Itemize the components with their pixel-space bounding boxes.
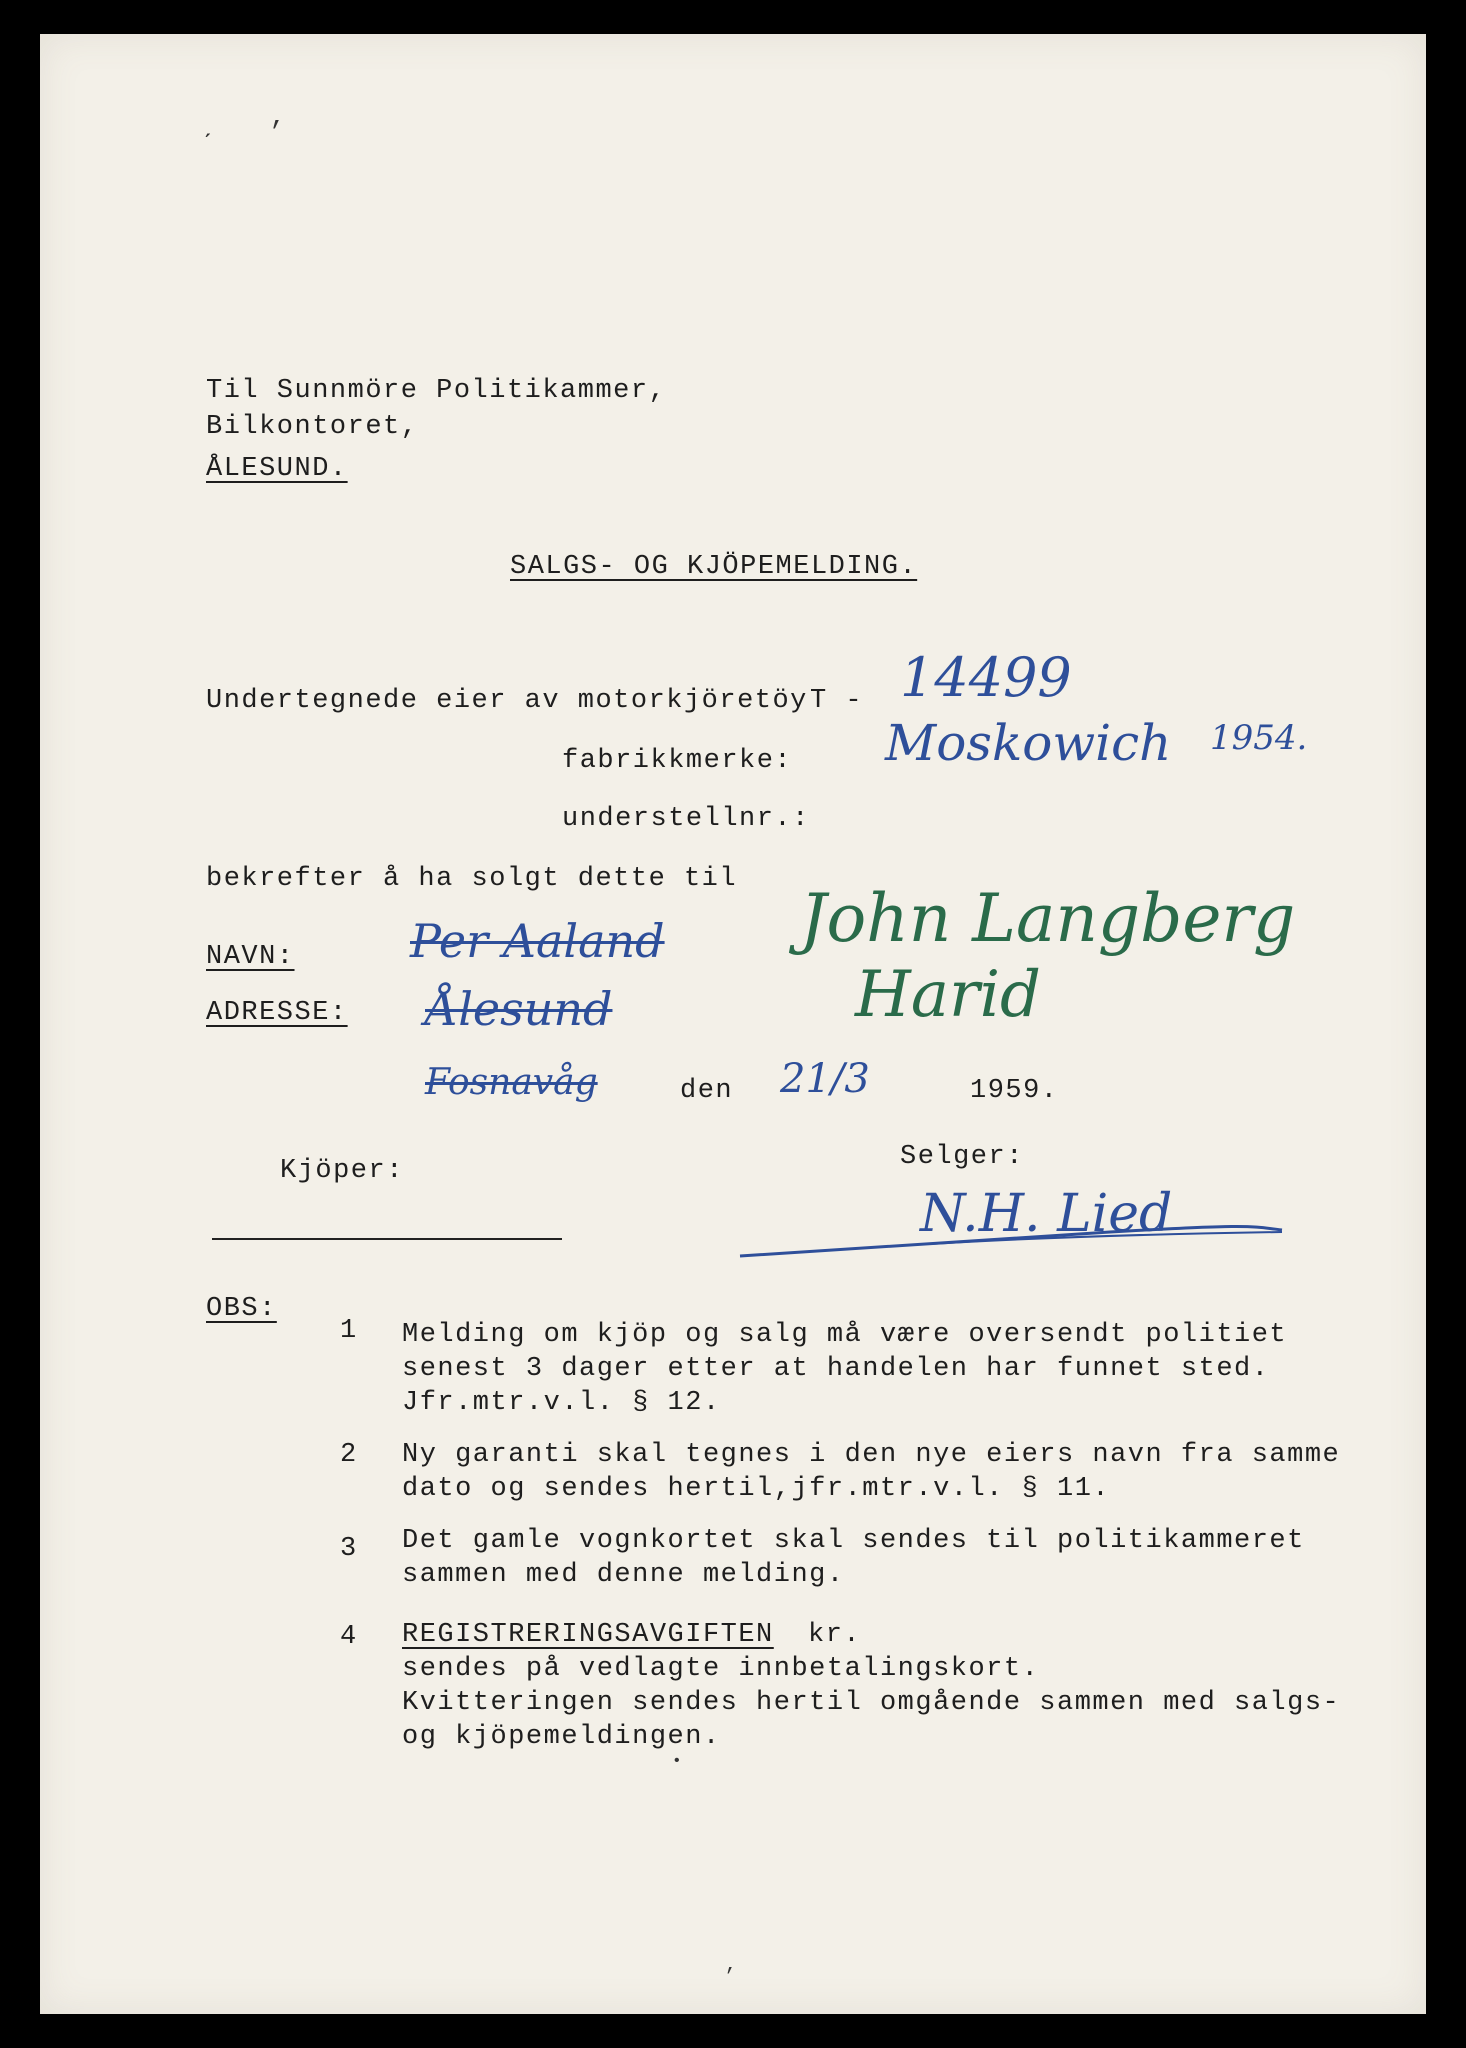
seller-signature-label: Selger:	[900, 1142, 1024, 1172]
seller-signature: N.H. Lied	[920, 1184, 1173, 1244]
speck-mark: ,	[725, 1954, 738, 1977]
address-struck-handwritten: Ålesund	[425, 982, 613, 1036]
addressee-line1: Til Sunnmöre Politikammer,	[206, 376, 667, 406]
obs-item-line: og kjöpemeldingen.	[402, 1722, 721, 1752]
obs-item-line: dato og sendes hertil,jfr.mtr.v.l. § 11.	[402, 1474, 1111, 1504]
date-handwritten: 21/3	[780, 1056, 870, 1102]
place-struck-handwritten: Fosnavåg	[425, 1062, 598, 1103]
reg-prefix: T -	[810, 686, 864, 716]
name-struck-handwritten: Per Aaland	[410, 914, 665, 968]
obs-item-line: Ny garanti skal tegnes i den nye eiers navn fra samme	[402, 1440, 1341, 1470]
obs-item-number: 1	[340, 1316, 357, 1346]
speck-mark: •	[672, 1752, 682, 1770]
seller-signature-flourish	[730, 1214, 1290, 1264]
obs-item-heading: REGISTRERINGSAVGIFTEN	[402, 1620, 774, 1650]
obs-item-line: Det gamle vognkortet skal sendes til politikammeret	[402, 1526, 1305, 1556]
addressee-line2: Bilkontoret,	[206, 412, 419, 442]
name-handwritten: John Langberg	[800, 880, 1296, 957]
address-handwritten: Harid	[855, 958, 1041, 1032]
obs-item-heading-suffix: kr.	[808, 1620, 862, 1650]
year-handwritten: 1954.	[1210, 718, 1308, 758]
den-label: den	[680, 1076, 734, 1106]
owner-label: Undertegnede eier av motorkjöretöy	[206, 686, 808, 716]
obs-item-number: 3	[340, 1534, 357, 1564]
addressee-city: ÅLESUND.	[206, 454, 348, 484]
name-label: NAVN:	[206, 942, 295, 972]
obs-item-line: Melding om kjöp og salg må være oversendt politiet	[402, 1320, 1288, 1350]
make-label: fabrikkmerke:	[562, 746, 793, 776]
obs-item-line: Kvitteringen sendes hertil omgående sammen med salgs-	[402, 1688, 1341, 1718]
speck-mark: ,	[270, 102, 286, 132]
year-typed: 1959.	[970, 1076, 1059, 1106]
obs-item-line: sendes på vedlagte innbetalingskort.	[402, 1654, 1040, 1684]
obs-item-line: sammen med denne melding.	[402, 1560, 845, 1590]
obs-label: OBS:	[206, 1294, 277, 1324]
buyer-signature-line	[212, 1238, 562, 1240]
address-label: ADRESSE:	[206, 998, 348, 1028]
obs-item-number: 4	[340, 1622, 357, 1652]
document-title: SALGS- OG KJÖPEMELDING.	[510, 552, 918, 582]
reg-number-handwritten: 14499	[900, 646, 1072, 709]
buyer-signature-label: Kjöper:	[280, 1156, 404, 1186]
obs-item-line: senest 3 dager etter at handelen har funnet sted.	[402, 1354, 1270, 1384]
speck-mark: ˏ	[200, 110, 216, 140]
document-page	[40, 34, 1426, 2014]
make-handwritten: Moskowich	[885, 714, 1172, 772]
chassis-label: understellnr.:	[562, 804, 810, 834]
obs-item-line: Jfr.mtr.v.l. § 12.	[402, 1388, 721, 1418]
obs-item-number: 2	[340, 1440, 357, 1470]
confirm-text: bekrefter å ha solgt dette til	[206, 864, 738, 894]
